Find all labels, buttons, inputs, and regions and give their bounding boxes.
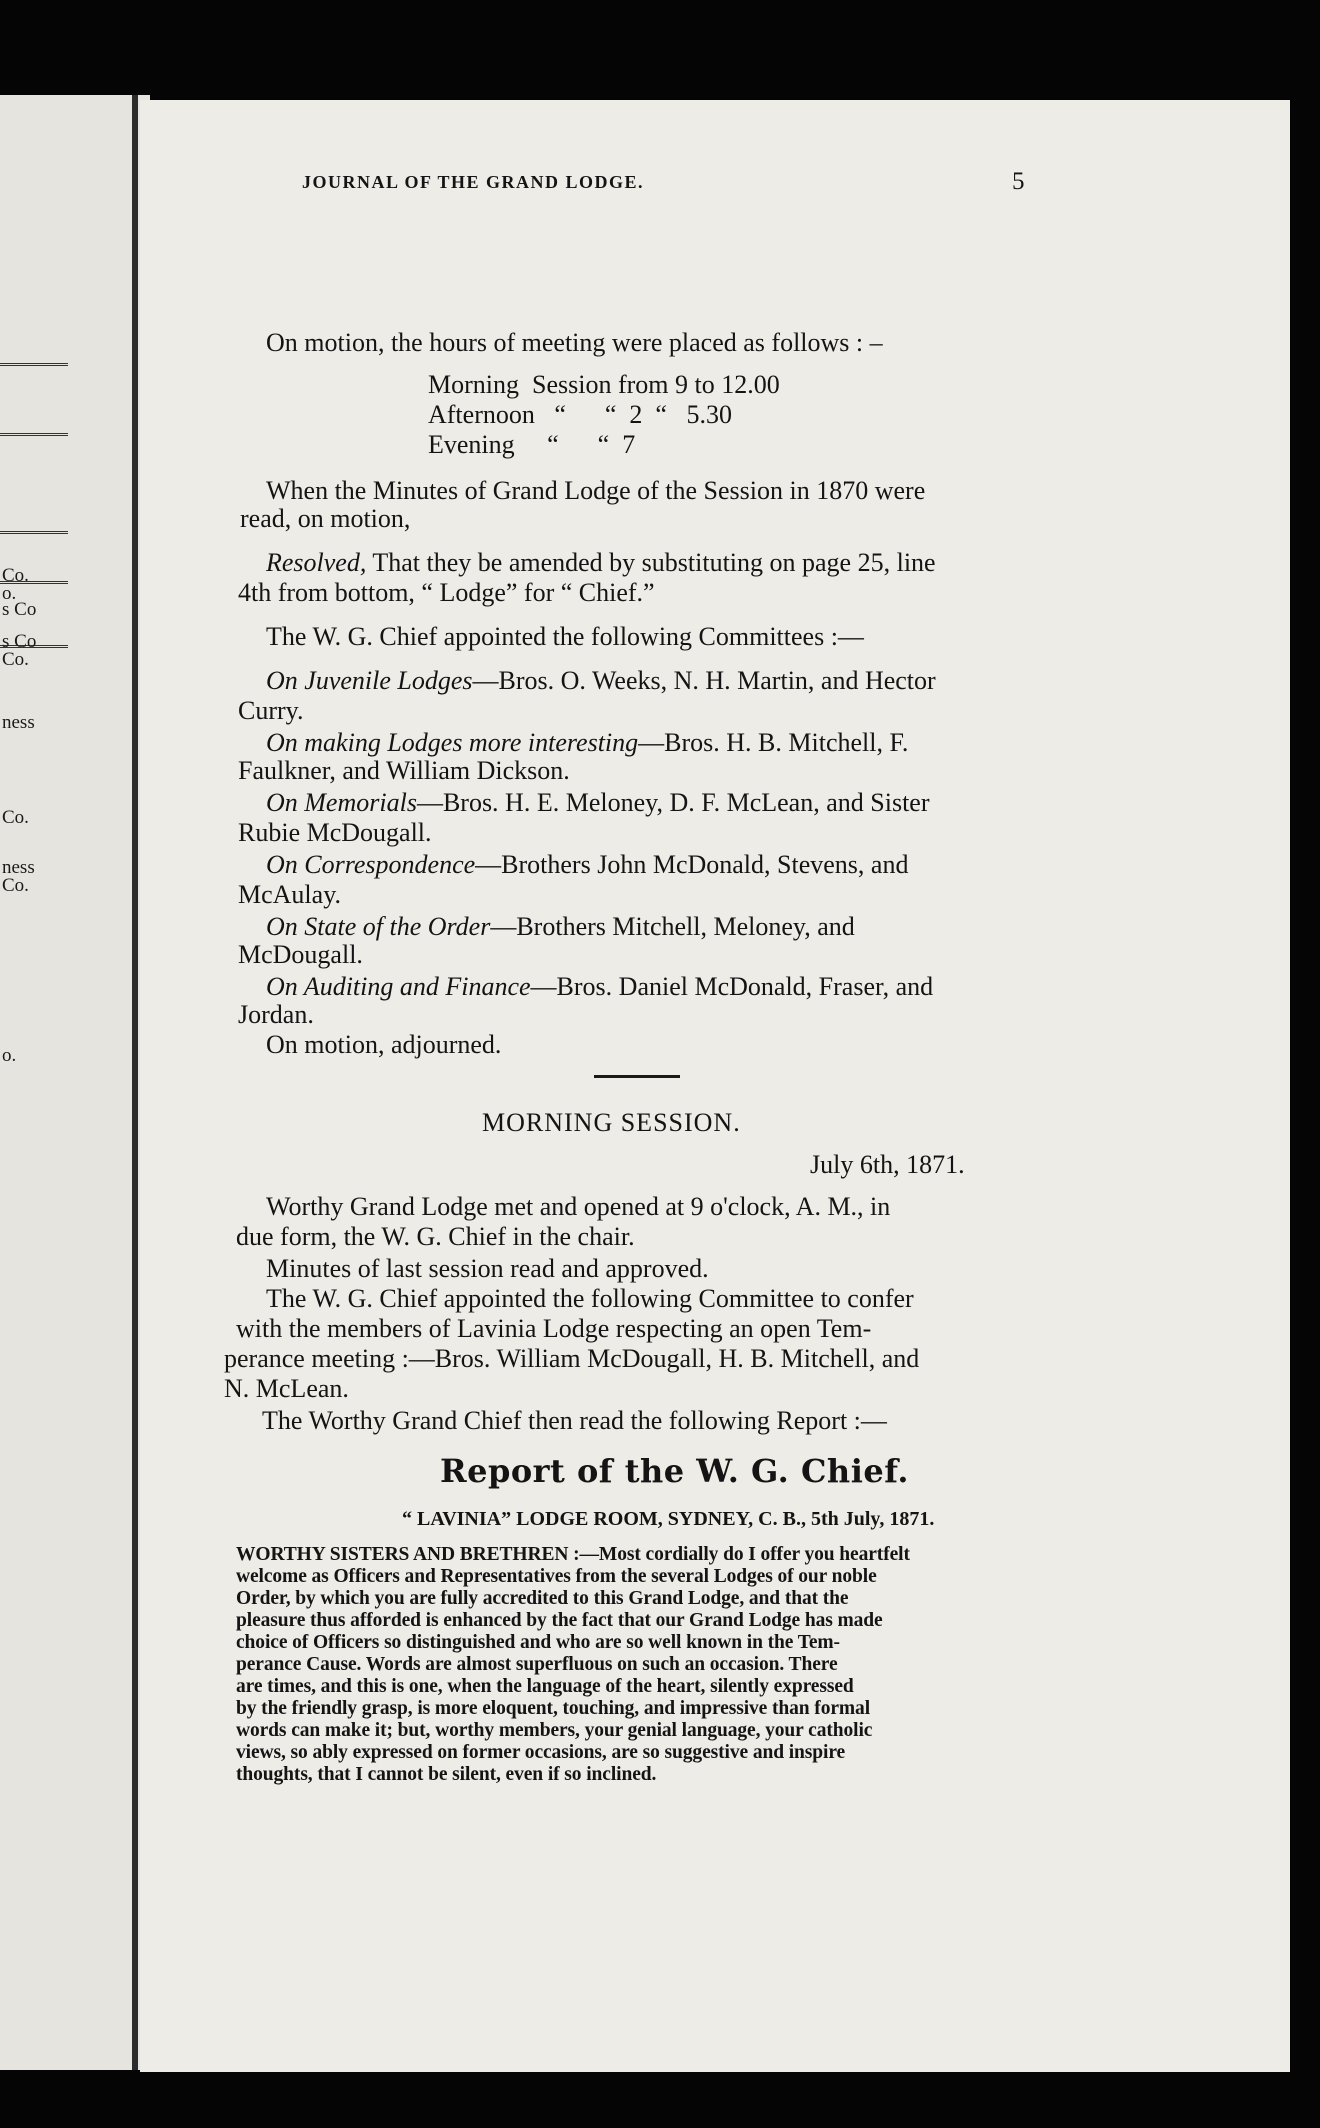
session-text: Minutes of last session read and approved.: [266, 1254, 709, 1283]
left-fragment: s Co: [2, 599, 37, 620]
left-fragment: o.: [2, 1045, 17, 1066]
minutes-text: When the Minutes of Grand Lodge of the Session in 1870 were: [266, 476, 926, 505]
committee-members: McAulay.: [238, 880, 342, 909]
hours-row: Afternoon “ “ 2 “ 5.30: [428, 400, 732, 429]
page-number: 5: [1012, 168, 1025, 195]
report-text: words can make it; but, worthy members, your genial language, your catholic: [236, 1720, 873, 1741]
morning-session-heading: MORNING SESSION.: [482, 1108, 741, 1137]
committee-members: —Brothers John McDonald, Stevens, and: [475, 850, 909, 879]
committee-label: On Correspondence: [266, 850, 476, 879]
committee-members: Faulkner, and William Dickson.: [238, 756, 570, 785]
report-text: views, so ably expressed on former occasions, are so suggestive and inspire: [236, 1742, 846, 1763]
report-text: welcome as Officers and Representatives from the several Lodges of our noble: [236, 1566, 877, 1587]
resolved-label: Resolved,: [266, 548, 367, 577]
book-gutter: [132, 95, 138, 2070]
report-salutation: WORTHY SISTERS AND BRETHREN :: [236, 1544, 580, 1565]
session-text: with the members of Lavinia Lodge respecting an open Tem-: [236, 1314, 872, 1343]
committee-label: On making Lodges more interesting: [266, 728, 639, 757]
committee-label: On State of the Order: [266, 912, 491, 941]
committee-members: McDougall.: [238, 940, 363, 969]
report-dateline: “ LAVINIA” LODGE ROOM, SYDNEY, C. B., 5th July, 1871.: [402, 1508, 935, 1530]
left-rule: [0, 433, 68, 436]
left-fragment: Co.: [2, 807, 29, 828]
session-date: July 6th, 1871.: [810, 1150, 965, 1179]
report-title: Report of the W. G. Chief.: [440, 1452, 909, 1490]
left-fragment: Co.: [2, 565, 29, 586]
hours-row: Evening “ “ 7: [428, 430, 636, 459]
report-text: —Most cordially do I offer you heartfelt: [579, 1544, 910, 1565]
session-text: The Worthy Grand Chief then read the following Report :—: [262, 1406, 887, 1435]
previous-page-edge: [0, 95, 150, 2070]
left-fragment: ness: [2, 857, 35, 878]
committee-members: —Brothers Mitchell, Meloney, and: [490, 912, 855, 941]
committee-members: —Bros. Daniel McDonald, Fraser, and: [530, 972, 934, 1001]
committee-members: —Bros. H. E. Meloney, D. F. McLean, and Sister: [416, 788, 930, 817]
report-text: thoughts, that I cannot be silent, even if so inclined.: [236, 1764, 657, 1785]
report-text: choice of Officers so distinguished and who are so well known in the Tem-: [236, 1632, 840, 1653]
committee-members: Jordan.: [238, 1000, 314, 1029]
session-text: The W. G. Chief appointed the following Committee to confer: [266, 1284, 914, 1313]
resolved-text: That they be amended by substituting on page 25, line: [366, 548, 936, 577]
report-text: by the friendly grasp, is more eloquent, touching, and impressive than formal: [236, 1698, 871, 1719]
report-text: perance Cause. Words are almost superfluous on such an occasion. There: [236, 1654, 838, 1675]
left-fragment: Co.: [2, 875, 29, 896]
running-head: JOURNAL OF THE GRAND LODGE.: [302, 172, 645, 192]
hours-intro: On motion, the hours of meeting were placed as follows : –: [266, 328, 883, 357]
left-fragment: s Co: [2, 631, 37, 652]
adjourned-text: On motion, adjourned.: [266, 1030, 502, 1059]
report-text: pleasure thus afforded is enhanced by the fact that our Grand Lodge has made: [236, 1610, 883, 1631]
committee-label: On Juvenile Lodges: [266, 666, 473, 695]
hours-row: Morning Session from 9 to 12.00: [428, 370, 780, 399]
session-text: due form, the W. G. Chief in the chair.: [236, 1222, 635, 1251]
left-fragment: o.: [2, 583, 17, 604]
left-rule: [0, 531, 68, 534]
left-fragment: Co.: [2, 649, 29, 670]
committee-members: Curry.: [238, 696, 304, 725]
resolved-text: 4th from bottom, “ Lodge” for “ Chief.”: [238, 578, 655, 607]
session-text: Worthy Grand Lodge met and opened at 9 o'clock, A. M., in: [266, 1192, 891, 1221]
committee-members: —Bros. H. B. Mitchell, F.: [638, 728, 909, 757]
minutes-text: read, on motion,: [240, 504, 411, 533]
committee-label: On Auditing and Finance: [266, 972, 531, 1001]
left-rule: [0, 363, 68, 366]
committee-members: Rubie McDougall.: [238, 818, 432, 847]
report-text: are times, and this is one, when the language of the heart, silently expressed: [236, 1676, 854, 1697]
committee-label: On Memorials: [266, 788, 417, 817]
section-divider: [594, 1075, 680, 1078]
committee-members: —Bros. O. Weeks, N. H. Martin, and Hector: [472, 666, 936, 695]
left-fragment: ness: [2, 712, 35, 733]
committees-intro: The W. G. Chief appointed the following Committees :—: [266, 622, 864, 651]
report-text: Order, by which you are fully accredited to this Grand Lodge, and that the: [236, 1588, 849, 1609]
session-text: N. McLean.: [224, 1374, 349, 1403]
session-text: perance meeting :—Bros. William McDougall, H. B. Mitchell, and: [224, 1344, 920, 1373]
